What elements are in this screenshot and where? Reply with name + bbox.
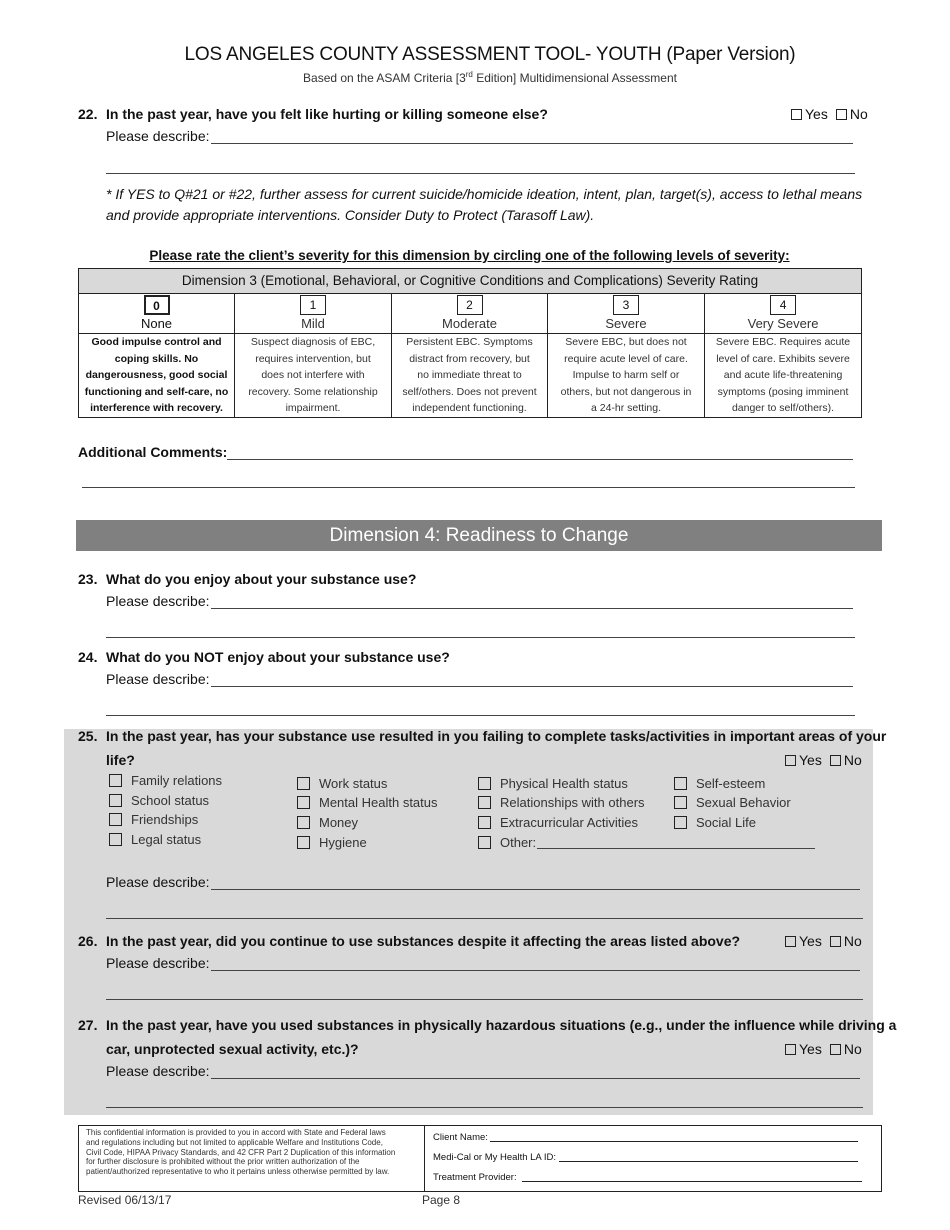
severity-level-0-description: Good impulse control and coping skills. No dangerousness, good social functioning and self-care, no interference with recovery.: [79, 334, 235, 418]
checkbox[interactable]: [478, 816, 491, 829]
option-family-relations[interactable]: Family relations: [109, 773, 222, 788]
q25-no-checkbox[interactable]: [830, 755, 841, 766]
q22-describe-line-2[interactable]: [106, 173, 855, 174]
option-work-status[interactable]: Work status: [297, 776, 387, 791]
additional-comments-label: Additional Comments:: [78, 444, 228, 460]
q24-describe-line-2[interactable]: [106, 715, 855, 716]
question-26: 26. In the past year, did you continue to use substances despite it affecting the areas listed above?: [78, 933, 741, 949]
severity-level-1[interactable]: 1 Mild: [235, 294, 392, 334]
q27-describe-line-1[interactable]: [211, 1078, 860, 1079]
additional-comments-line-1[interactable]: [227, 459, 853, 460]
checkbox[interactable]: [478, 777, 491, 790]
checkbox[interactable]: [109, 833, 122, 846]
severity-table-header: Dimension 3 (Emotional, Behavioral, or Cognitive Conditions and Complications) Severity Rating: [79, 269, 862, 294]
q26-describe-line-2[interactable]: [106, 999, 863, 1000]
q22-no-checkbox[interactable]: [836, 109, 847, 120]
question-25-cont: life?: [106, 752, 135, 768]
question-25: 25. In the past year, has your substance use resulted in you failing to complete tasks/activities in important areas of your: [78, 728, 887, 744]
severity-level-3[interactable]: 3 Severe: [548, 294, 705, 334]
q27-describe-label: Please describe:: [106, 1063, 210, 1079]
option-school-status[interactable]: School status: [109, 793, 209, 808]
checkbox[interactable]: [297, 796, 310, 809]
treatment-provider-label: Treatment Provider:: [433, 1172, 517, 1183]
checkbox[interactable]: [109, 774, 122, 787]
q25-describe-line-2[interactable]: [106, 918, 863, 919]
q25-describe-label: Please describe:: [106, 874, 210, 890]
question-24: 24. What do you NOT enjoy about your substance use?: [78, 649, 450, 665]
question-27-cont: car, unprotected sexual activity, etc.)?: [106, 1041, 359, 1057]
client-name-field[interactable]: [490, 1141, 858, 1142]
option-money[interactable]: Money: [297, 815, 358, 830]
client-name-label: Client Name:: [433, 1132, 488, 1143]
q22-describe-line-1[interactable]: [211, 143, 853, 144]
q26-describe-label: Please describe:: [106, 955, 210, 971]
checkbox[interactable]: [297, 836, 310, 849]
duty-to-protect-note: * If YES to Q#21 or #22, further assess for current suicide/homicide ideation, intent, plan, target(s), access to lethal means and provide appropriate interventions. Consider Duty to Protect (Tarasoff Law).: [106, 186, 863, 223]
revised-date: Revised 06/13/17: [78, 1193, 172, 1207]
severity-level-1-description: Suspect diagnosis of EBC, requires intervention, but does not interfere with recovery. Some relationship impairment.: [235, 334, 392, 418]
q26-describe-line-1[interactable]: [211, 970, 860, 971]
q24-describe-label: Please describe:: [106, 671, 210, 687]
question-23: 23. What do you enjoy about your substance use?: [78, 571, 417, 587]
option-social-life[interactable]: Social Life: [674, 815, 756, 830]
page-subtitle: Based on the ASAM Criteria [3rd Edition] Multidimensional Assessment: [303, 70, 677, 85]
q27-yes-no: Yes No: [785, 1041, 862, 1057]
checkbox[interactable]: [478, 836, 491, 849]
dimension-4-banner: Dimension 4: Readiness to Change: [76, 520, 882, 551]
q22-yes-checkbox[interactable]: [791, 109, 802, 120]
checkbox[interactable]: [674, 777, 687, 790]
treatment-provider-field[interactable]: [522, 1181, 862, 1182]
option-sexual-behavior[interactable]: Sexual Behavior: [674, 795, 791, 810]
q25-yes-no: Yes No: [785, 752, 862, 768]
question-27: 27. In the past year, have you used substances in physically hazardous situations (e.g., under the influence while driving a: [78, 1017, 897, 1033]
severity-level-3-description: Severe EBC, but does not require acute level of care. Impulse to harm self or others, but not dangerous in a 24-hr setting.: [548, 334, 705, 418]
option-other-line[interactable]: [537, 848, 815, 849]
q26-yes-checkbox[interactable]: [785, 936, 796, 947]
q23-describe-label: Please describe:: [106, 593, 210, 609]
option-friendships[interactable]: Friendships: [109, 812, 198, 827]
q26-no-checkbox[interactable]: [830, 936, 841, 947]
medi-cal-id-label: Medi-Cal or My Health LA ID:: [433, 1152, 557, 1163]
checkbox[interactable]: [674, 796, 687, 809]
severity-level-0[interactable]: 0 None: [79, 294, 235, 334]
confidentiality-notice: This confidential information is provided to you in accord with State and Federal laws and regulations including but not limited to applicable Welfare and Institutions Code, Civil Code, HIPAA Privacy Standards, and 42 CFR Part 2 Duplication of this information for further disclosure is prohibited without the prior written authorization of the patient/authorized representative to who it pertains unless otherwise permitted by law.: [86, 1128, 396, 1177]
q26-yes-no: Yes No: [785, 933, 862, 949]
q24-describe-line-1[interactable]: [211, 686, 853, 687]
q27-yes-checkbox[interactable]: [785, 1044, 796, 1055]
page-title: LOS ANGELES COUNTY ASSESSMENT TOOL- YOUTH (Paper Version): [184, 44, 796, 65]
option-self-esteem[interactable]: Self-esteem: [674, 776, 765, 791]
checkbox[interactable]: [109, 813, 122, 826]
checkbox[interactable]: [109, 794, 122, 807]
q22-describe-label: Please describe:: [106, 128, 210, 144]
option-legal-status[interactable]: Legal status: [109, 832, 201, 847]
severity-level-2-description: Persistent EBC. Symptoms distract from recovery, but no immediate threat to self/others. Does not prevent independent functioning.: [392, 334, 548, 418]
medi-cal-id-field[interactable]: [559, 1161, 858, 1162]
checkbox[interactable]: [297, 816, 310, 829]
severity-rating-table: [78, 268, 862, 418]
option-extracurricular-activities[interactable]: Extracurricular Activities: [478, 815, 638, 830]
option-other[interactable]: Other:: [478, 835, 536, 850]
q25-yes-checkbox[interactable]: [785, 755, 796, 766]
q23-describe-line-1[interactable]: [211, 608, 853, 609]
page-number: Page 8: [422, 1193, 461, 1207]
severity-level-4-description: Severe EBC. Requires acute level of care. Exhibits severe and acute life-threatening symptoms (posing imminent danger to self/others).: [705, 334, 862, 418]
option-mental-health-status[interactable]: Mental Health status: [297, 795, 438, 810]
checkbox[interactable]: [478, 796, 491, 809]
q23-describe-line-2[interactable]: [106, 637, 855, 638]
severity-level-2[interactable]: 2 Moderate: [392, 294, 548, 334]
checkbox[interactable]: [674, 816, 687, 829]
q27-describe-line-2[interactable]: [106, 1107, 863, 1108]
severity-level-4[interactable]: 4 Very Severe: [705, 294, 862, 334]
option-physical-health-status[interactable]: Physical Health status: [478, 776, 628, 791]
q22-yes-no: Yes No: [791, 106, 868, 122]
q25-describe-line-1[interactable]: [211, 889, 860, 890]
footer-divider: [424, 1125, 425, 1192]
additional-comments-line-2[interactable]: [82, 487, 855, 488]
checkbox[interactable]: [297, 777, 310, 790]
question-22: 22. In the past year, have you felt like hurting or killing someone else?: [78, 106, 548, 122]
option-hygiene[interactable]: Hygiene: [297, 835, 367, 850]
q27-no-checkbox[interactable]: [830, 1044, 841, 1055]
severity-instruction: Please rate the client’s severity for this dimension by circling one of the following levels of severity:: [149, 248, 790, 263]
option-relationships-with-others[interactable]: Relationships with others: [478, 795, 645, 810]
